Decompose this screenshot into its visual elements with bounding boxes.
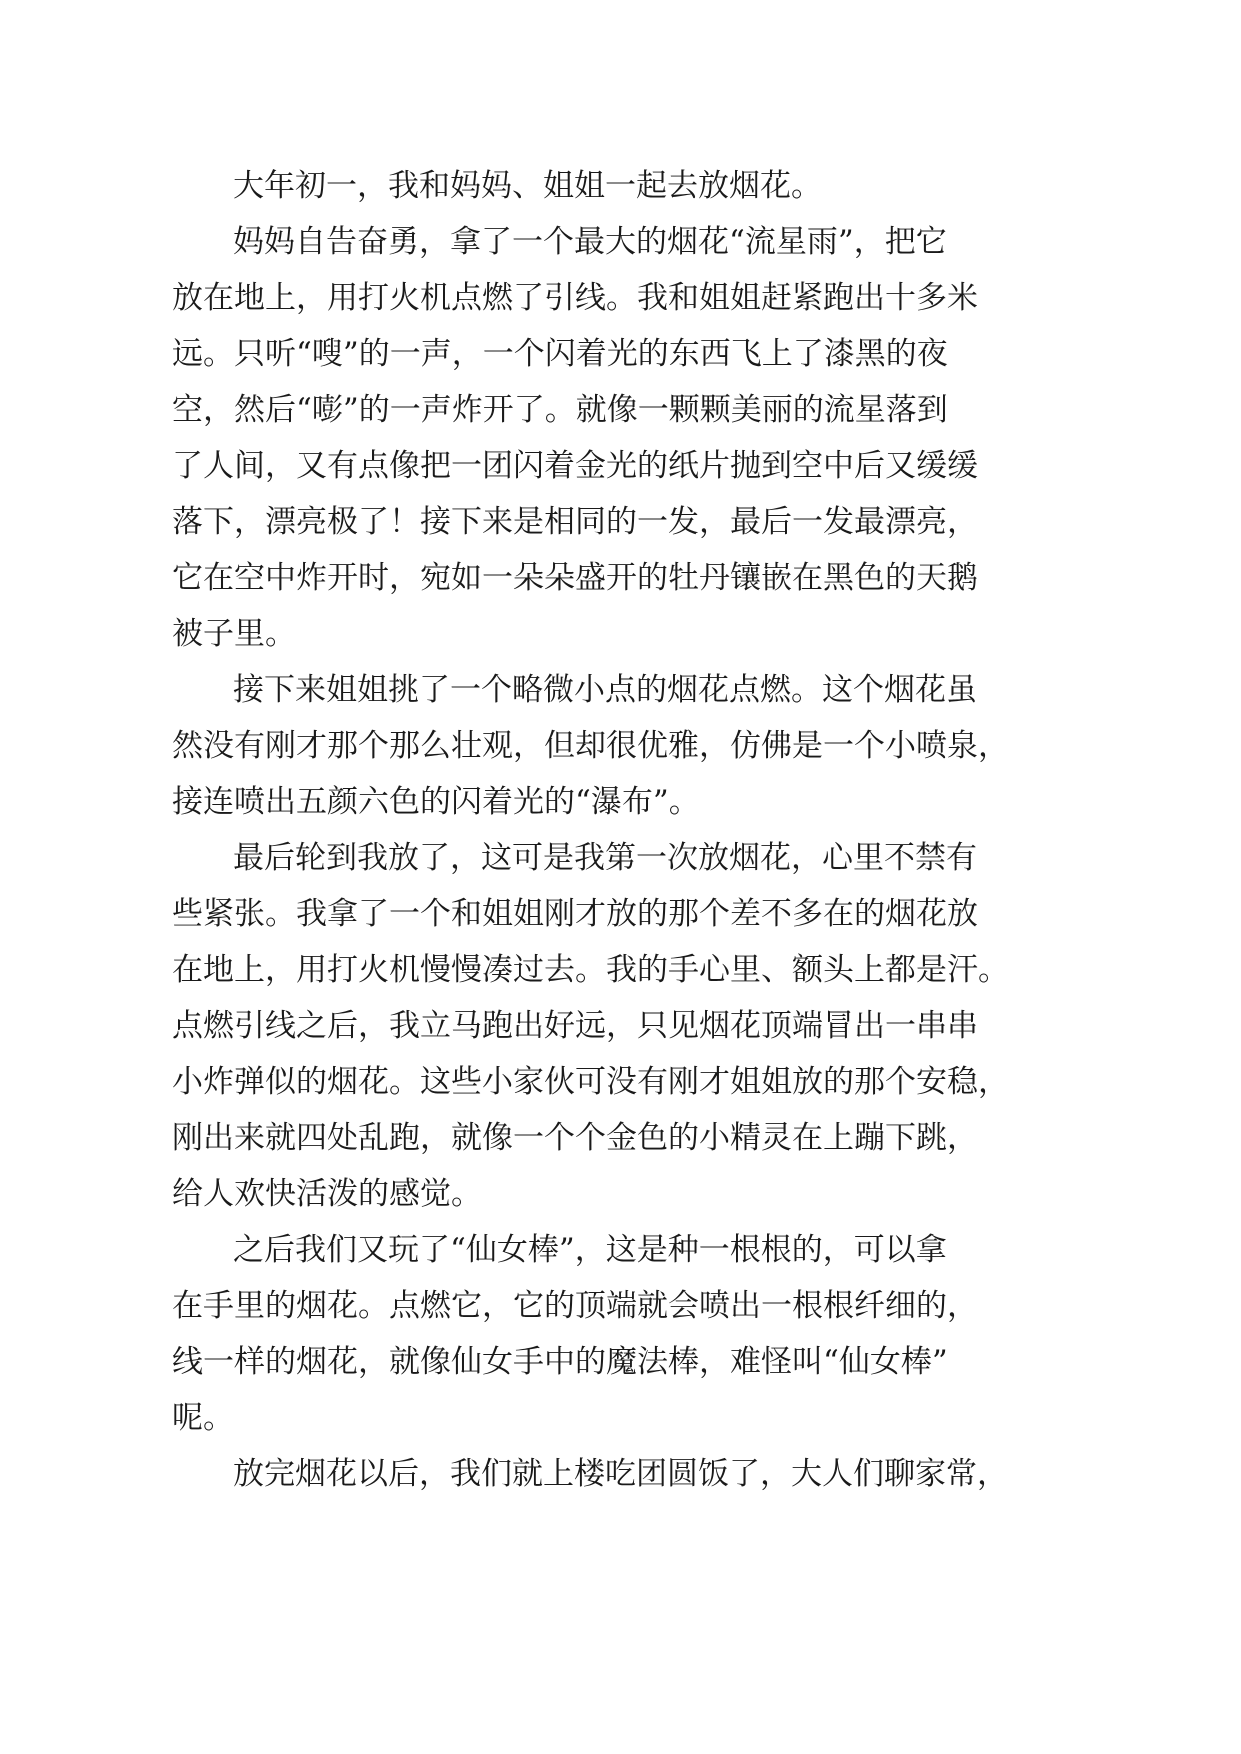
text-line [0,1390,1241,1446]
line-text: 接下来姐姐挑了一个略微小点的烟花点燃。这个烟花虽 [233,672,977,708]
line-text: 之后我们又玩了“仙女棒”，这是种一根根的，可以拿 [233,1232,947,1268]
line-text: 在手里的烟花。点燃它，它的顶端就会喷出一根根纤细的， [172,1288,978,1324]
text-line [0,214,1241,270]
line-text: 了人间，又有点像把一团闪着金光的纸片抛到空中后又缓缓 [172,448,978,484]
text-line [0,438,1241,494]
text-line [0,326,1241,382]
line-text: 妈妈自告奋勇，拿了一个最大的烟花“流星雨”，把它 [233,224,947,260]
line-text: 落下，漂亮极了！接下来是相同的一发，最后一发最漂亮， [172,504,978,540]
line-text: 空，然后“嘭”的一声炸开了。就像一颗颗美丽的流星落到 [172,392,948,428]
line-text: 刚出来就四处乱跑，就像一个个金色的小精灵在上蹦下跳， [172,1120,978,1156]
text-line [0,1446,1241,1502]
text-line [0,1110,1241,1166]
text-line [0,662,1241,718]
text-line [0,830,1241,886]
line-text: 放在地上，用打火机点燃了引线。我和姐姐赶紧跑出十多米 [172,280,978,316]
text-line [0,774,1241,830]
text-line [0,1054,1241,1110]
line-text: 大年初一，我和妈妈、姐姐一起去放烟花。 [233,168,822,204]
text-line [0,1222,1241,1278]
text-line [0,1334,1241,1390]
line-text: 小炸弹似的烟花。这些小家伙可没有刚才姐姐放的那个安稳， [172,1064,1009,1100]
line-text: 在地上，用打火机慢慢凑过去。我的手心里、额头上都是汗。 [172,952,1009,988]
line-text: 线一样的烟花，就像仙女手中的魔法棒，难怪叫“仙女棒” [172,1344,948,1380]
text-line [0,494,1241,550]
text-line [0,1166,1241,1222]
line-text: 放完烟花以后，我们就上楼吃团圆饭了，大人们聊家常， [233,1456,1008,1492]
line-text: 给人欢快活泼的感觉。 [172,1176,482,1212]
text-line [0,718,1241,774]
text-line [0,998,1241,1054]
line-text: 然没有刚才那个那么壮观，但却很优雅，仿佛是一个小喷泉， [172,728,1009,764]
text-line [0,1278,1241,1334]
line-text: 接连喷出五颜六色的闪着光的“瀑布”。 [172,784,700,820]
text-line [0,886,1241,942]
line-text: 点燃引线之后，我立马跑出好远，只见烟花顶端冒出一串串 [172,1008,978,1044]
text-line [0,606,1241,662]
line-text: 最后轮到我放了，这可是我第一次放烟花，心里不禁有 [233,840,977,876]
line-text: 被子里。 [172,616,296,652]
line-text: 呢。 [172,1400,234,1436]
line-text: 它在空中炸开时，宛如一朵朵盛开的牡丹镶嵌在黑色的天鹅 [172,560,978,596]
text-line [0,270,1241,326]
text-line [0,382,1241,438]
line-text: 远。只听“嗖”的一声，一个闪着光的东西飞上了漆黑的夜 [172,336,948,372]
text-line [0,942,1241,998]
line-text: 些紧张。我拿了一个和姐姐刚才放的那个差不多在的烟花放 [172,896,978,932]
text-line [0,550,1241,606]
text-line [0,158,1241,214]
